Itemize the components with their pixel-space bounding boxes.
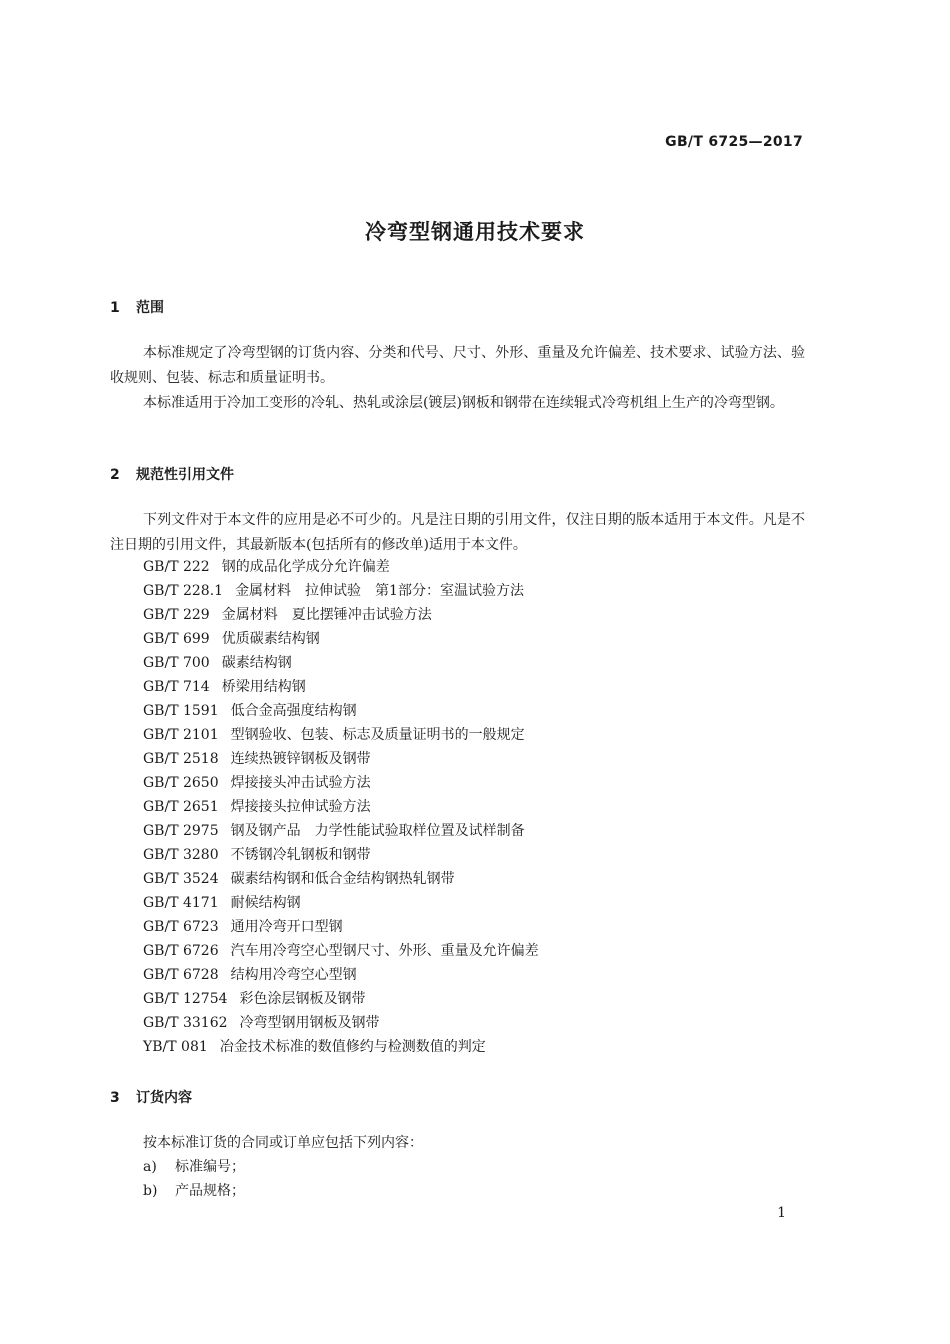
reference-item xyxy=(143,987,539,1011)
section-2-heading xyxy=(110,464,234,484)
list-marker: b) xyxy=(143,1183,158,1199)
reference-code: GB/T 3524 xyxy=(143,871,219,887)
reference-item xyxy=(143,843,539,867)
reference-code: GB/T 714 xyxy=(143,679,210,695)
scope-paragraph-1: 本标准规定了冷弯型钢的订货内容、分类和代号、尺寸、外形、重量及允许偏差、技术要求、试验方法、验收规则、包装、标志和质量证明书。 xyxy=(110,345,805,386)
page-number: 1 xyxy=(777,1205,786,1221)
reference-title: 彩色涂层钢板及钢带 xyxy=(239,991,366,1007)
reference-item xyxy=(143,939,539,963)
reference-item xyxy=(143,819,539,843)
reference-code: GB/T 33162 xyxy=(143,1015,228,1031)
reference-code: GB/T 699 xyxy=(143,631,210,647)
section-number: 1 xyxy=(110,300,120,316)
section-number: 3 xyxy=(110,1090,120,1106)
reference-code: GB/T 4171 xyxy=(143,895,219,911)
reference-item xyxy=(143,1011,539,1035)
reference-item xyxy=(143,963,539,987)
reference-title: 焊接接头拉伸试验方法 xyxy=(230,799,371,815)
reference-title: 耐候结构钢 xyxy=(230,895,301,911)
reference-item xyxy=(143,627,539,651)
list-marker: a) xyxy=(143,1159,157,1175)
reference-code: GB/T 12754 xyxy=(143,991,228,1007)
reference-list xyxy=(143,555,539,1059)
section-title: 范围 xyxy=(136,300,164,316)
reference-title: 钢的成品化学成分允许偏差 xyxy=(221,559,390,575)
reference-title: 碳素结构钢和低合金结构钢热轧钢带 xyxy=(230,871,455,887)
list-text: 产品规格； xyxy=(175,1183,245,1199)
reference-title: 连续热镀锌钢板及钢带 xyxy=(230,751,371,767)
reference-title: 结构用冷弯空心型钢 xyxy=(230,967,357,983)
reference-item xyxy=(143,915,539,939)
reference-title: 桥梁用结构钢 xyxy=(221,679,306,695)
reference-code: GB/T 6726 xyxy=(143,943,219,959)
reference-code: GB/T 2518 xyxy=(143,751,219,767)
reference-item xyxy=(143,795,539,819)
reference-code: GB/T 3280 xyxy=(143,847,219,863)
reference-item xyxy=(143,771,539,795)
reference-code: GB/T 2651 xyxy=(143,799,219,815)
reference-item xyxy=(143,867,539,891)
standard-code: GB/T 6725—2017 xyxy=(665,134,803,150)
reference-title: 金属材料 夏比摆锤冲击试验方法 xyxy=(221,607,432,623)
reference-code: YB/T 081 xyxy=(143,1039,208,1055)
reference-title: 金属材料 拉伸试验 第1部分：室温试验方法 xyxy=(235,583,524,599)
reference-item xyxy=(143,579,539,603)
section-number: 2 xyxy=(110,467,120,483)
document-title: 冷弯型钢通用技术要求 xyxy=(365,220,585,244)
reference-item xyxy=(143,1035,539,1059)
reference-item xyxy=(143,723,539,747)
references-intro: 下列文件对于本文件的应用是必不可少的。凡是注日期的引用文件，仅注日期的版本适用于本文件。凡是不注日期的引用文件，其最新版本(包括所有的修改单)适用于本文件。 xyxy=(110,512,805,553)
reference-code: GB/T 6728 xyxy=(143,967,219,983)
ordering-list-item xyxy=(143,1155,245,1179)
reference-item xyxy=(143,747,539,771)
section-1-heading xyxy=(110,297,164,317)
reference-title: 通用冷弯开口型钢 xyxy=(230,919,343,935)
reference-code: GB/T 222 xyxy=(143,559,210,575)
reference-code: GB/T 1591 xyxy=(143,703,219,719)
ordering-list-item xyxy=(143,1179,245,1203)
reference-title: 碳素结构钢 xyxy=(221,655,292,671)
ordering-intro: 按本标准订货的合同或订单应包括下列内容： xyxy=(143,1135,423,1151)
reference-code: GB/T 700 xyxy=(143,655,210,671)
reference-item xyxy=(143,699,539,723)
reference-code: GB/T 6723 xyxy=(143,919,219,935)
reference-title: 型钢验收、包装、标志及质量证明书的一般规定 xyxy=(230,727,525,743)
reference-code: GB/T 2101 xyxy=(143,727,219,743)
reference-title: 不锈钢冷轧钢板和钢带 xyxy=(230,847,371,863)
reference-title: 优质碳素结构钢 xyxy=(221,631,320,647)
list-text: 标准编号； xyxy=(175,1159,245,1175)
reference-title: 汽车用冷弯空心型钢尺寸、外形、重量及允许偏差 xyxy=(230,943,539,959)
section-3-heading xyxy=(110,1087,192,1107)
reference-item xyxy=(143,891,539,915)
reference-title: 低合金高强度结构钢 xyxy=(230,703,357,719)
reference-title: 冷弯型钢用钢板及钢带 xyxy=(239,1015,380,1031)
section-title: 规范性引用文件 xyxy=(136,467,234,483)
reference-title: 焊接接头冲击试验方法 xyxy=(230,775,371,791)
reference-code: GB/T 228.1 xyxy=(143,583,224,599)
reference-code: GB/T 229 xyxy=(143,607,210,623)
reference-code: GB/T 2650 xyxy=(143,775,219,791)
reference-title: 钢及钢产品 力学性能试验取样位置及试样制备 xyxy=(230,823,525,839)
reference-item xyxy=(143,675,539,699)
reference-item xyxy=(143,603,539,627)
section-title: 订货内容 xyxy=(136,1090,192,1106)
reference-item xyxy=(143,555,539,579)
reference-title: 冶金技术标准的数值修约与检测数值的判定 xyxy=(219,1039,486,1055)
reference-item xyxy=(143,651,539,675)
reference-code: GB/T 2975 xyxy=(143,823,219,839)
scope-paragraph-2: 本标准适用于冷加工变形的冷轧、热轧或涂层(镀层)钢板和钢带在连续辊式冷弯机组上生产的冷弯型钢。 xyxy=(143,395,784,411)
